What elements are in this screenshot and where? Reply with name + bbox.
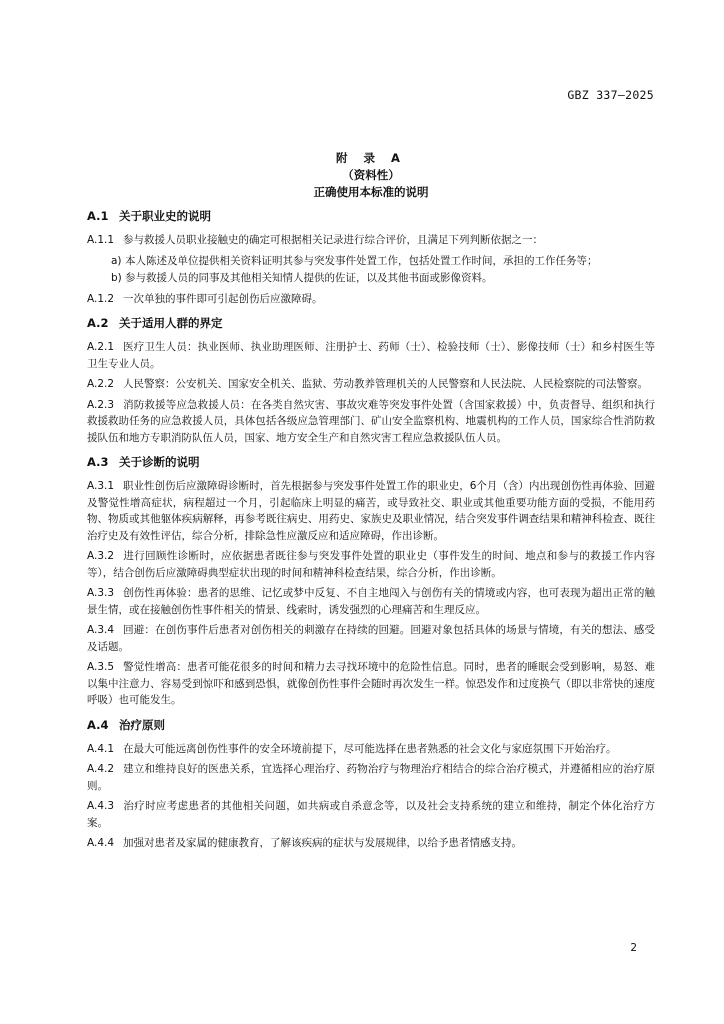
section-title: 关于适用人群的界定 [119,316,223,330]
list-item-text: 本人陈述及单位提供相关资料证明其参与突发事件处置工作，包括处置工作时间，承担的工作任务等； [125,254,598,267]
clause [87,548,655,581]
clause-number: A.3.2 [87,550,115,562]
section-heading [87,208,655,225]
clause-text: 消防救援等应急救援人员：在各类自然灾害、事故灾难等突发事件处置（含国家救援）中，负责督导、组织和执行救援救助任务的应急救援人员，具体包括各级应急管理部门、矿山安全监察机构、地震机构的工作人员，国家综合性消防救援队伍和地方专职消防队伍人员，国家、地方安全生产和自然灾害工程应急救援队伍人员。 [87,398,655,444]
annex-label: 附 录 A [336,151,406,165]
clause-text: 一次单独的事件即可引起创伤后应激障碍。 [123,292,323,305]
clause-text: 人民警察：公安机关、国家安全机关、监狱、劳动教养管理机关的人民警察和人民法院、人民检察院的司法警察。 [123,378,648,390]
clause-number: A.4.3 [87,800,115,812]
clause-number: A.1.1 [87,234,115,246]
section-number: A.2 [87,316,109,330]
clause-number: A.2.1 [87,341,115,353]
clause-text: 医疗卫生人员：执业医师、执业助理医师、注册护士、药师（士）、检验技师（士）、影像技师（士）和乡村医生等卫生专业人员。 [87,341,655,370]
clause [87,659,655,709]
clause [87,622,655,655]
clause [87,835,655,852]
document-body [87,150,655,856]
clause [87,741,655,758]
clause-text: 回避：在创伤事件后患者对创伤相关的刺激存在持续的回避。回避对象包括具体的场景与情境，有关的想法、感受及话题。 [87,624,655,653]
clause-number: A.3.3 [87,587,115,599]
standard-number: GBZ 337—2025 [567,88,654,102]
list-item-label: b) [111,272,122,284]
clause-number: A.3.1 [87,480,115,492]
annex-type: （资料性） [342,168,400,182]
clause-text: 进行回顾性诊断时，应依据患者既往参与突发事件处置的职业史（事件发生的时间、地点和参与的救援工作内容等），结合创伤后应激障碍典型症状出现的时间和精神科检查结果，综合分析，作出诊断。 [87,550,655,579]
section-title: 治疗原则 [119,717,165,732]
clause [87,376,655,393]
section-heading [87,315,655,332]
clause-number: A.1.2 [87,292,115,305]
section-heading [87,717,655,734]
clause-text: 职业性创伤后应激障碍诊断时，首先根据参与突发事件处置工作的职业史，6个月（含）内出现创伤性再体验、回避及警觉性增高症状，病程超过一个月，引起临床上明显的痛苦，或导致社交、职业或其他重要功能方面的受损，不能用药物、物质或其他躯体疾病解释，再参考既往病史、用药史、家族史及职业情况，结合突发事件调查结果和精神科检查、既往治疗史及有效性评估，综合分析，排除急性应激反应和适应障碍，作出诊断。 [87,480,655,542]
clause-number: A.2.3 [87,398,115,411]
clause-text: 警觉性增高：患者可能花很多的时间和精力去寻找环境中的危险性信息。同时，患者的睡眠会受到影响，易怒、难以集中注意力、容易受到惊吓和感到恐惧，就像创伤性事件会随时再次发生一样。惊恐发作和过度换气（即以非常快的速度呼吸）也可能发生。 [87,661,655,706]
annex-title: 正确使用本标准的说明 [313,185,429,199]
clause-text: 加强对患者及家属的健康教育，了解该疾病的症状与发展规律，以给予患者情感支持。 [123,837,522,849]
clause-number: A.4.1 [87,742,115,755]
clause [87,339,655,372]
list-item [87,270,655,287]
clause-text: 建立和维持良好的医患关系，宜选择心理治疗、药物治疗与物理治疗相结合的综合治疗模式，并遵循相应的治疗原则。 [87,763,655,792]
section-title: 关于职业史的说明 [119,209,211,223]
clause-text: 参与救援人员职业接触史的确定可根据相关记录进行综合评价，且满足下列判断依据之一： [123,234,543,246]
clause-text: 治疗时应考虑患者的其他相关问题，如共病或自杀意念等，以及社会支持系统的建立和维持，制定个体化治疗方案。 [87,800,655,829]
annex-heading [87,150,655,201]
clause-number: A.4.2 [87,763,115,775]
clause [87,397,655,447]
clause-text: 在最大可能远离创伤性事件的安全环境前提下，尽可能选择在患者熟悉的社会文化与家庭氛围下开始治疗。 [123,742,617,755]
list-item-label: a) [111,254,122,267]
clause-number: A.4.4 [87,837,115,849]
clause-text: 创伤性再体验：患者的思维、记忆或梦中反复、不自主地闯入与创伤有关的情境或内容，也可表现为超出正常的触景生情，或在接触创伤性事件相关的情景、线索时，诱发强烈的心理痛苦和生理反应。 [87,587,655,616]
clause-number: A.2.2 [87,378,115,390]
list-item [87,253,655,270]
clause [87,585,655,618]
section-title: 关于诊断的说明 [119,455,200,469]
page-number: 2 [630,942,637,954]
clause-number: A.3.5 [87,661,115,673]
clause [87,232,655,249]
clause-number: A.3.4 [87,624,115,636]
section-heading [87,454,655,471]
clause [87,798,655,831]
section-number: A.3 [87,455,109,469]
list-item-text: 参与救援人员的同事及其他相关知情人提供的佐证，以及其他书面或影像资料。 [125,272,493,284]
clause [87,291,655,308]
section-number: A.1 [87,209,109,223]
clause [87,478,655,544]
clause [87,761,655,794]
section-number: A.4 [87,717,109,732]
